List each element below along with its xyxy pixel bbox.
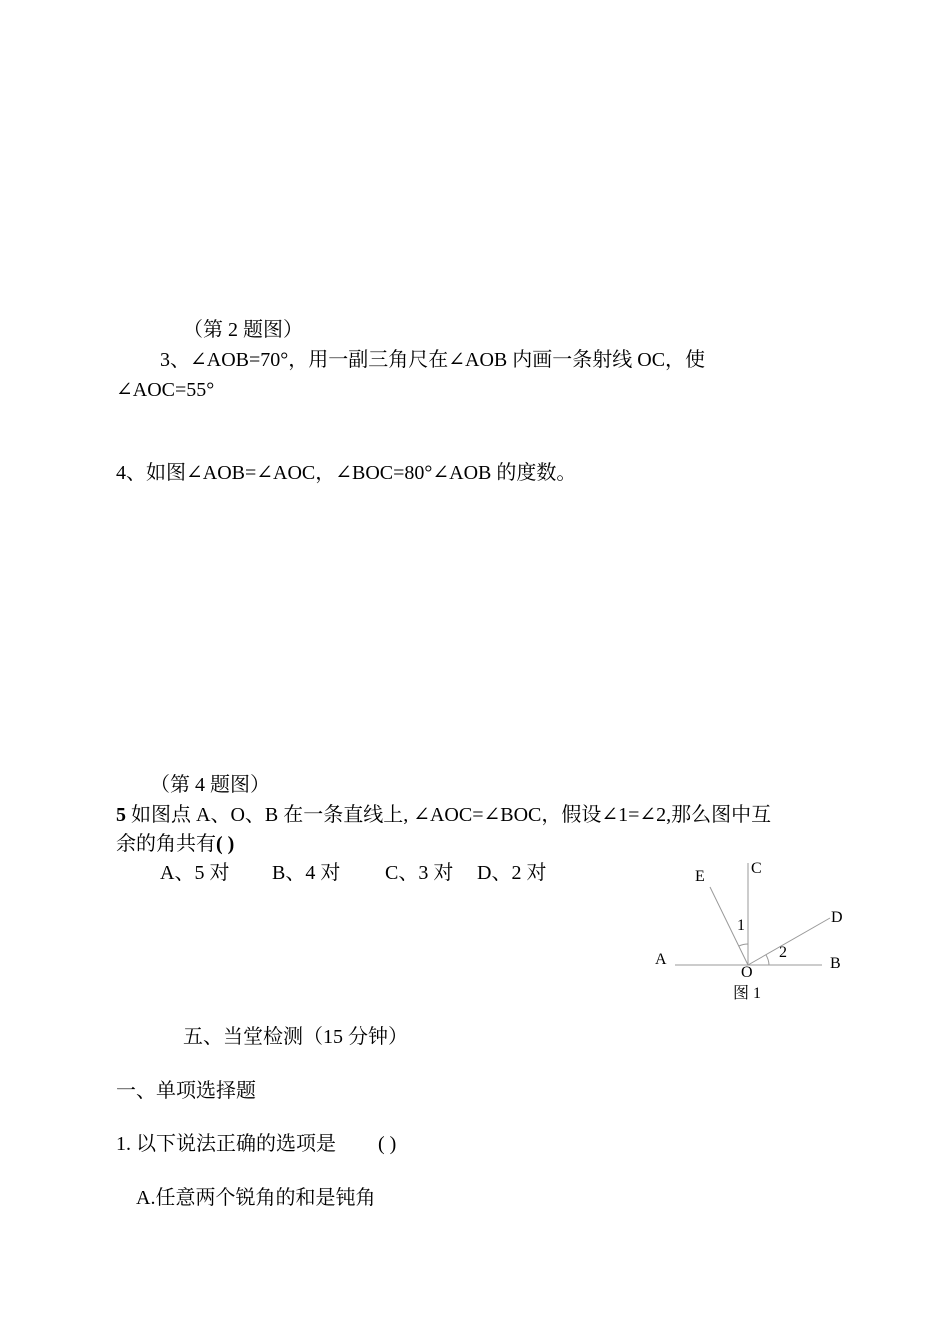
- angle-1-arc: [739, 944, 748, 946]
- question-5-stem: 如图点 A、O、B 在一条直线上, ∠AOC=∠BOC，假设∠1=∠2,那么图中互: [126, 804, 772, 826]
- angle-2-arc: [766, 955, 769, 965]
- label-E: E: [695, 868, 705, 885]
- question-1-paren: ( ): [378, 1133, 397, 1155]
- figure-2-caption: （第 2 题图）: [183, 319, 303, 341]
- question-1-stem: 1. 以下说法正确的选项是: [116, 1133, 336, 1155]
- question-3-line-2: ∠AOC=55°: [116, 379, 215, 401]
- label-O: O: [741, 964, 753, 981]
- question-5-option-d: D、2 对: [477, 862, 547, 884]
- question-5-line-1: [116, 802, 771, 828]
- label-B: B: [830, 955, 841, 972]
- section-5-question-1: [116, 1131, 396, 1157]
- question-5-option-c: C、3 对: [385, 862, 454, 884]
- question-5-stem-cont: 余的角共有: [116, 833, 216, 855]
- question-5-option-a: A、5 对: [160, 862, 230, 884]
- section-5-title: 五、当堂检测（15 分钟）: [183, 1026, 408, 1048]
- question-1-option-a: A.任意两个锐角的和是钝角: [136, 1187, 376, 1209]
- figure-4-caption: （第 4 题图）: [150, 774, 270, 796]
- question-5-number: 5: [116, 804, 126, 826]
- figure-1-caption: 图 1: [733, 985, 762, 1002]
- label-A: A: [655, 951, 667, 968]
- ray-OD: [748, 918, 830, 965]
- label-angle-1: 1: [737, 917, 745, 934]
- label-angle-2: 2: [779, 944, 787, 961]
- question-4: 4、如图∠AOB=∠AOC，∠BOC=80°∠AOB 的度数。: [116, 462, 577, 484]
- answer-parentheses: ( ): [216, 833, 235, 855]
- question-5-line-2: [116, 831, 234, 857]
- question-3-line-1: 3、∠AOB=70°，用一副三角尺在∠AOB 内画一条射线 OC，使: [160, 349, 706, 371]
- label-C: C: [751, 860, 762, 877]
- question-5-option-b: B、4 对: [272, 862, 341, 884]
- subsection-title: 一、单项选择题: [116, 1080, 256, 1102]
- label-D: D: [831, 909, 843, 926]
